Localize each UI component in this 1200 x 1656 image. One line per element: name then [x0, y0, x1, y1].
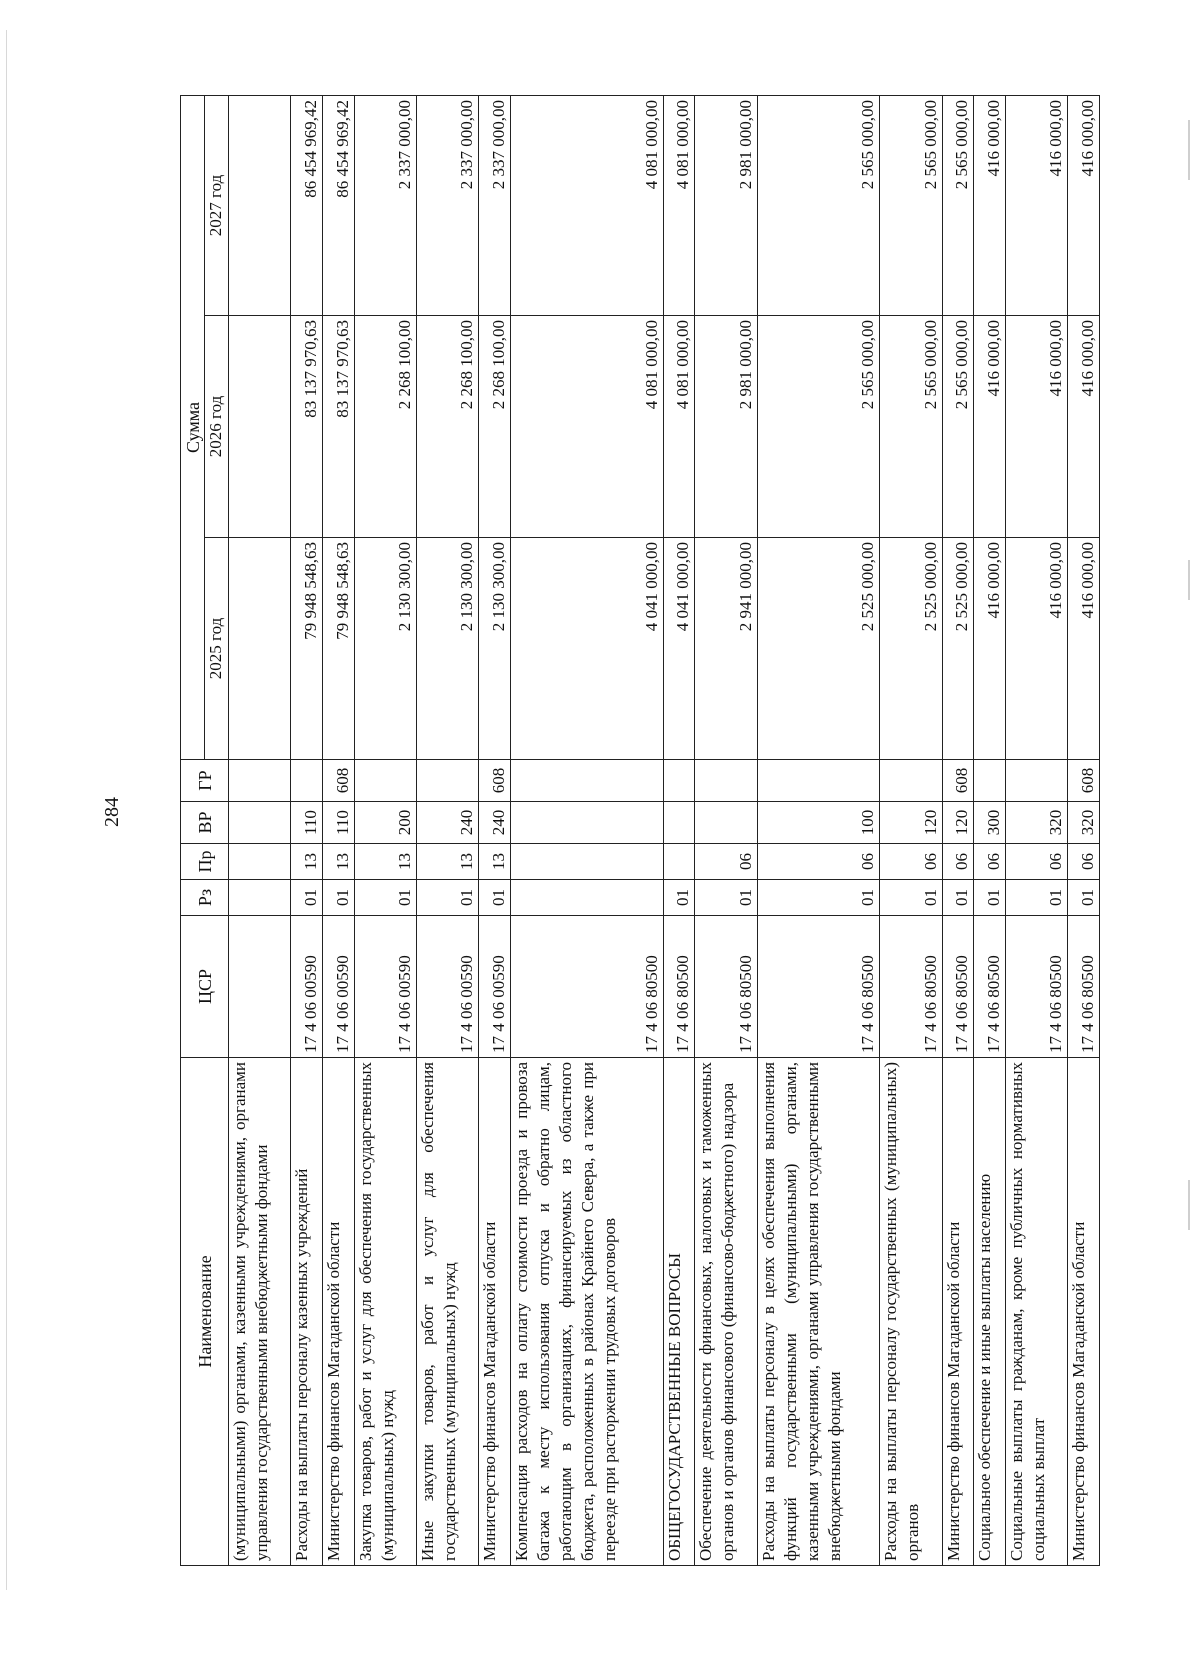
cell-csr: 17 4 06 80500 — [757, 916, 880, 1058]
cell-amount-2025: 4 041 000,00 — [510, 538, 663, 760]
cell-gr: 608 — [942, 760, 974, 802]
table-row — [695, 95, 757, 1565]
scan-edge-line — [6, 30, 7, 1590]
table-row — [510, 95, 663, 1565]
table-row — [1006, 95, 1068, 1565]
cell-amount-2026: 2 268 100,00 — [478, 316, 510, 538]
cell-csr: 17 4 06 80500 — [1068, 916, 1100, 1058]
cell-vr: 120 — [880, 802, 942, 844]
header-pr: Пр — [181, 844, 229, 880]
cell-amount-2025: 2 130 300,00 — [354, 538, 416, 760]
cell-amount-2027: 86 454 969,42 — [322, 95, 354, 315]
cell-gr — [663, 760, 695, 802]
cell-pr — [229, 844, 291, 880]
cell-pr: 13 — [478, 844, 510, 880]
cell-amount-2025: 416 000,00 — [1068, 538, 1100, 760]
cell-csr: 17 4 06 80500 — [880, 916, 942, 1058]
cell-vr: 100 — [757, 802, 880, 844]
cell-csr: 17 4 06 80500 — [1006, 916, 1068, 1058]
cell-gr — [229, 760, 291, 802]
cell-pr: 13 — [322, 844, 354, 880]
cell-vr: 320 — [1068, 802, 1100, 844]
cell-pr: 13 — [354, 844, 416, 880]
cell-csr: 17 4 06 80500 — [942, 916, 974, 1058]
header-year-2027: 2027 год — [205, 95, 229, 315]
table-row — [974, 95, 1006, 1565]
cell-name: Иные закупки товаров, работ и услуг для обеспечения государственных (муниципальных) нужд — [416, 1058, 478, 1566]
cell-csr: 17 4 06 00590 — [291, 916, 323, 1058]
cell-amount-2027: 2 337 000,00 — [416, 95, 478, 315]
cell-gr — [880, 760, 942, 802]
cell-pr — [510, 844, 663, 880]
cell-rz: 01 — [416, 880, 478, 916]
cell-rz: 01 — [942, 880, 974, 916]
cell-name: ОБЩЕГОСУДАРСТВЕННЫЕ ВОПРОСЫ — [663, 1058, 695, 1566]
cell-pr: 13 — [416, 844, 478, 880]
cell-amount-2027: 2 565 000,00 — [942, 95, 974, 315]
cell-amount-2025: 2 130 300,00 — [416, 538, 478, 760]
cell-vr: 300 — [974, 802, 1006, 844]
cell-rz: 01 — [695, 880, 757, 916]
cell-amount-2027 — [229, 95, 291, 315]
cell-vr: 110 — [322, 802, 354, 844]
cell-rz: 01 — [880, 880, 942, 916]
cell-gr: 608 — [322, 760, 354, 802]
cell-amount-2026: 2 268 100,00 — [416, 316, 478, 538]
cell-amount-2026: 2 565 000,00 — [757, 316, 880, 538]
cell-pr: 06 — [695, 844, 757, 880]
cell-csr: 17 4 06 80500 — [974, 916, 1006, 1058]
cell-pr: 06 — [757, 844, 880, 880]
cell-gr — [974, 760, 1006, 802]
cell-name: Министерство финансов Магаданской области — [478, 1058, 510, 1566]
cell-pr — [663, 844, 695, 880]
cell-gr: 608 — [478, 760, 510, 802]
cell-vr: 240 — [478, 802, 510, 844]
cell-amount-2026: 2 565 000,00 — [942, 316, 974, 538]
cell-rz: 01 — [354, 880, 416, 916]
table-row — [757, 95, 880, 1565]
cell-csr: 17 4 06 00590 — [478, 916, 510, 1058]
cell-vr: 200 — [354, 802, 416, 844]
cell-name: Компенсация расходов на оплату стоимости проезда и провоза багажа к месту использования отпуска и обратно лицам, работающим в организациях, финансируемых из областного бюджета, расположенных в районах Крайнего Севера, а также при переезде при расторжении трудовых договоров — [510, 1058, 663, 1566]
cell-amount-2027: 4 081 000,00 — [663, 95, 695, 315]
cell-csr: 17 4 06 80500 — [695, 916, 757, 1058]
cell-pr: 06 — [1068, 844, 1100, 880]
header-vr: ВР — [181, 802, 229, 844]
cell-amount-2026: 416 000,00 — [974, 316, 1006, 538]
table-row — [416, 95, 478, 1565]
cell-amount-2027: 4 081 000,00 — [510, 95, 663, 315]
cell-gr — [354, 760, 416, 802]
cell-vr — [663, 802, 695, 844]
header-year-2025: 2025 год — [205, 538, 229, 760]
cell-gr — [291, 760, 323, 802]
cell-amount-2026: 416 000,00 — [1006, 316, 1068, 538]
cell-vr: 120 — [942, 802, 974, 844]
cell-pr: 13 — [291, 844, 323, 880]
cell-rz: 01 — [1006, 880, 1068, 916]
cell-amount-2027: 2 337 000,00 — [478, 95, 510, 315]
cell-amount-2025: 2 525 000,00 — [757, 538, 880, 760]
cell-amount-2027: 416 000,00 — [974, 95, 1006, 315]
cell-name: Обеспечение деятельности финансовых, налоговых и таможенных органов и органов финансового (финансово-бюджетного) надзора — [695, 1058, 757, 1566]
budget-table — [180, 95, 1100, 1566]
page-number: 284 — [101, 797, 123, 827]
cell-amount-2025: 2 941 000,00 — [695, 538, 757, 760]
cell-amount-2027: 2 565 000,00 — [880, 95, 942, 315]
cell-amount-2025: 79 948 548,63 — [322, 538, 354, 760]
cell-name: Расходы на выплаты персоналу в целях обеспечения выполнения функций государственными (муниципальными) органами, казенными учреждениями, органами управления государственными внебюджетными фондами — [757, 1058, 880, 1566]
cell-gr — [510, 760, 663, 802]
cell-name: Министерство финансов Магаданской области — [942, 1058, 974, 1566]
cell-rz: 01 — [322, 880, 354, 916]
cell-name: Расходы на выплаты персоналу казенных учреждений — [291, 1058, 323, 1566]
cell-rz: 01 — [291, 880, 323, 916]
cell-name: Закупка товаров, работ и услуг для обеспечения государственных (муниципальных) нужд — [354, 1058, 416, 1566]
cell-pr: 06 — [880, 844, 942, 880]
cell-amount-2025 — [229, 538, 291, 760]
cell-vr — [510, 802, 663, 844]
cell-csr: 17 4 06 80500 — [510, 916, 663, 1058]
cell-csr: 17 4 06 80500 — [663, 916, 695, 1058]
cell-amount-2026: 2 981 000,00 — [695, 316, 757, 538]
cell-amount-2025: 2 130 300,00 — [478, 538, 510, 760]
table-body — [229, 95, 1100, 1565]
cell-rz — [510, 880, 663, 916]
table-row — [291, 95, 323, 1565]
cell-amount-2025: 2 525 000,00 — [942, 538, 974, 760]
table-row — [478, 95, 510, 1565]
cell-vr: 320 — [1006, 802, 1068, 844]
cell-csr: 17 4 06 00590 — [322, 916, 354, 1058]
cell-amount-2027: 86 454 969,42 — [291, 95, 323, 315]
cell-name: Министерство финансов Магаданской области — [322, 1058, 354, 1566]
cell-amount-2025: 416 000,00 — [974, 538, 1006, 760]
cell-amount-2026: 2 565 000,00 — [880, 316, 942, 538]
cell-pr: 06 — [942, 844, 974, 880]
cell-amount-2025: 416 000,00 — [1006, 538, 1068, 760]
cell-vr — [695, 802, 757, 844]
cell-gr — [416, 760, 478, 802]
cell-amount-2025: 4 041 000,00 — [663, 538, 695, 760]
cell-pr: 06 — [974, 844, 1006, 880]
cell-name: Социальные выплаты гражданам, кроме публичных нормативных социальных выплат — [1006, 1058, 1068, 1566]
header-sum: Сумма — [181, 95, 205, 759]
cell-gr — [1006, 760, 1068, 802]
cell-rz: 01 — [478, 880, 510, 916]
cell-amount-2027: 2 565 000,00 — [757, 95, 880, 315]
cell-pr: 06 — [1006, 844, 1068, 880]
cell-rz: 01 — [757, 880, 880, 916]
cell-amount-2027: 2 981 000,00 — [695, 95, 757, 315]
cell-csr — [229, 916, 291, 1058]
cell-amount-2027: 416 000,00 — [1006, 95, 1068, 315]
cell-amount-2026: 2 268 100,00 — [354, 316, 416, 538]
header-year-2026: 2026 год — [205, 316, 229, 538]
header-gr: ГР — [181, 760, 229, 802]
cell-vr: 110 — [291, 802, 323, 844]
cell-rz: 01 — [974, 880, 1006, 916]
cell-amount-2026: 416 000,00 — [1068, 316, 1100, 538]
cell-rz — [229, 880, 291, 916]
table-row — [229, 95, 291, 1565]
cell-amount-2025: 79 948 548,63 — [291, 538, 323, 760]
table-row — [942, 95, 974, 1565]
cell-csr: 17 4 06 00590 — [416, 916, 478, 1058]
cell-rz: 01 — [1068, 880, 1100, 916]
cell-name: Социальное обеспечение и иные выплаты населению — [974, 1058, 1006, 1566]
cell-name: Министерство финансов Магаданской области — [1068, 1058, 1100, 1566]
cell-gr: 608 — [1068, 760, 1100, 802]
cell-gr — [757, 760, 880, 802]
cell-amount-2026: 4 081 000,00 — [510, 316, 663, 538]
header-rz: Рз — [181, 880, 229, 916]
scan-mark — [1188, 1180, 1190, 1230]
cell-amount-2027: 2 337 000,00 — [354, 95, 416, 315]
cell-name: (муниципальными) органами, казенными учреждениями, органами управления государственными внебюджетными фондами — [229, 1058, 291, 1566]
cell-csr: 17 4 06 00590 — [354, 916, 416, 1058]
scan-mark — [1188, 560, 1190, 600]
header-csr: ЦСР — [181, 916, 229, 1058]
cell-amount-2026 — [229, 316, 291, 538]
cell-amount-2025: 2 525 000,00 — [880, 538, 942, 760]
cell-rz: 01 — [663, 880, 695, 916]
cell-gr — [695, 760, 757, 802]
table-row — [354, 95, 416, 1565]
header-name: Наименование — [181, 1058, 229, 1566]
table-row — [322, 95, 354, 1565]
cell-amount-2026: 4 081 000,00 — [663, 316, 695, 538]
cell-vr — [229, 802, 291, 844]
table-row — [880, 95, 942, 1565]
table-row — [1068, 95, 1100, 1565]
cell-amount-2026: 83 137 970,63 — [291, 316, 323, 538]
cell-name: Расходы на выплаты персоналу государственных (муниципальных) органов — [880, 1058, 942, 1566]
table-row — [663, 95, 695, 1565]
cell-amount-2026: 83 137 970,63 — [322, 316, 354, 538]
scan-mark — [1188, 120, 1190, 180]
cell-amount-2027: 416 000,00 — [1068, 95, 1100, 315]
rotated-table-wrapper — [180, 96, 1100, 1566]
cell-vr: 240 — [416, 802, 478, 844]
